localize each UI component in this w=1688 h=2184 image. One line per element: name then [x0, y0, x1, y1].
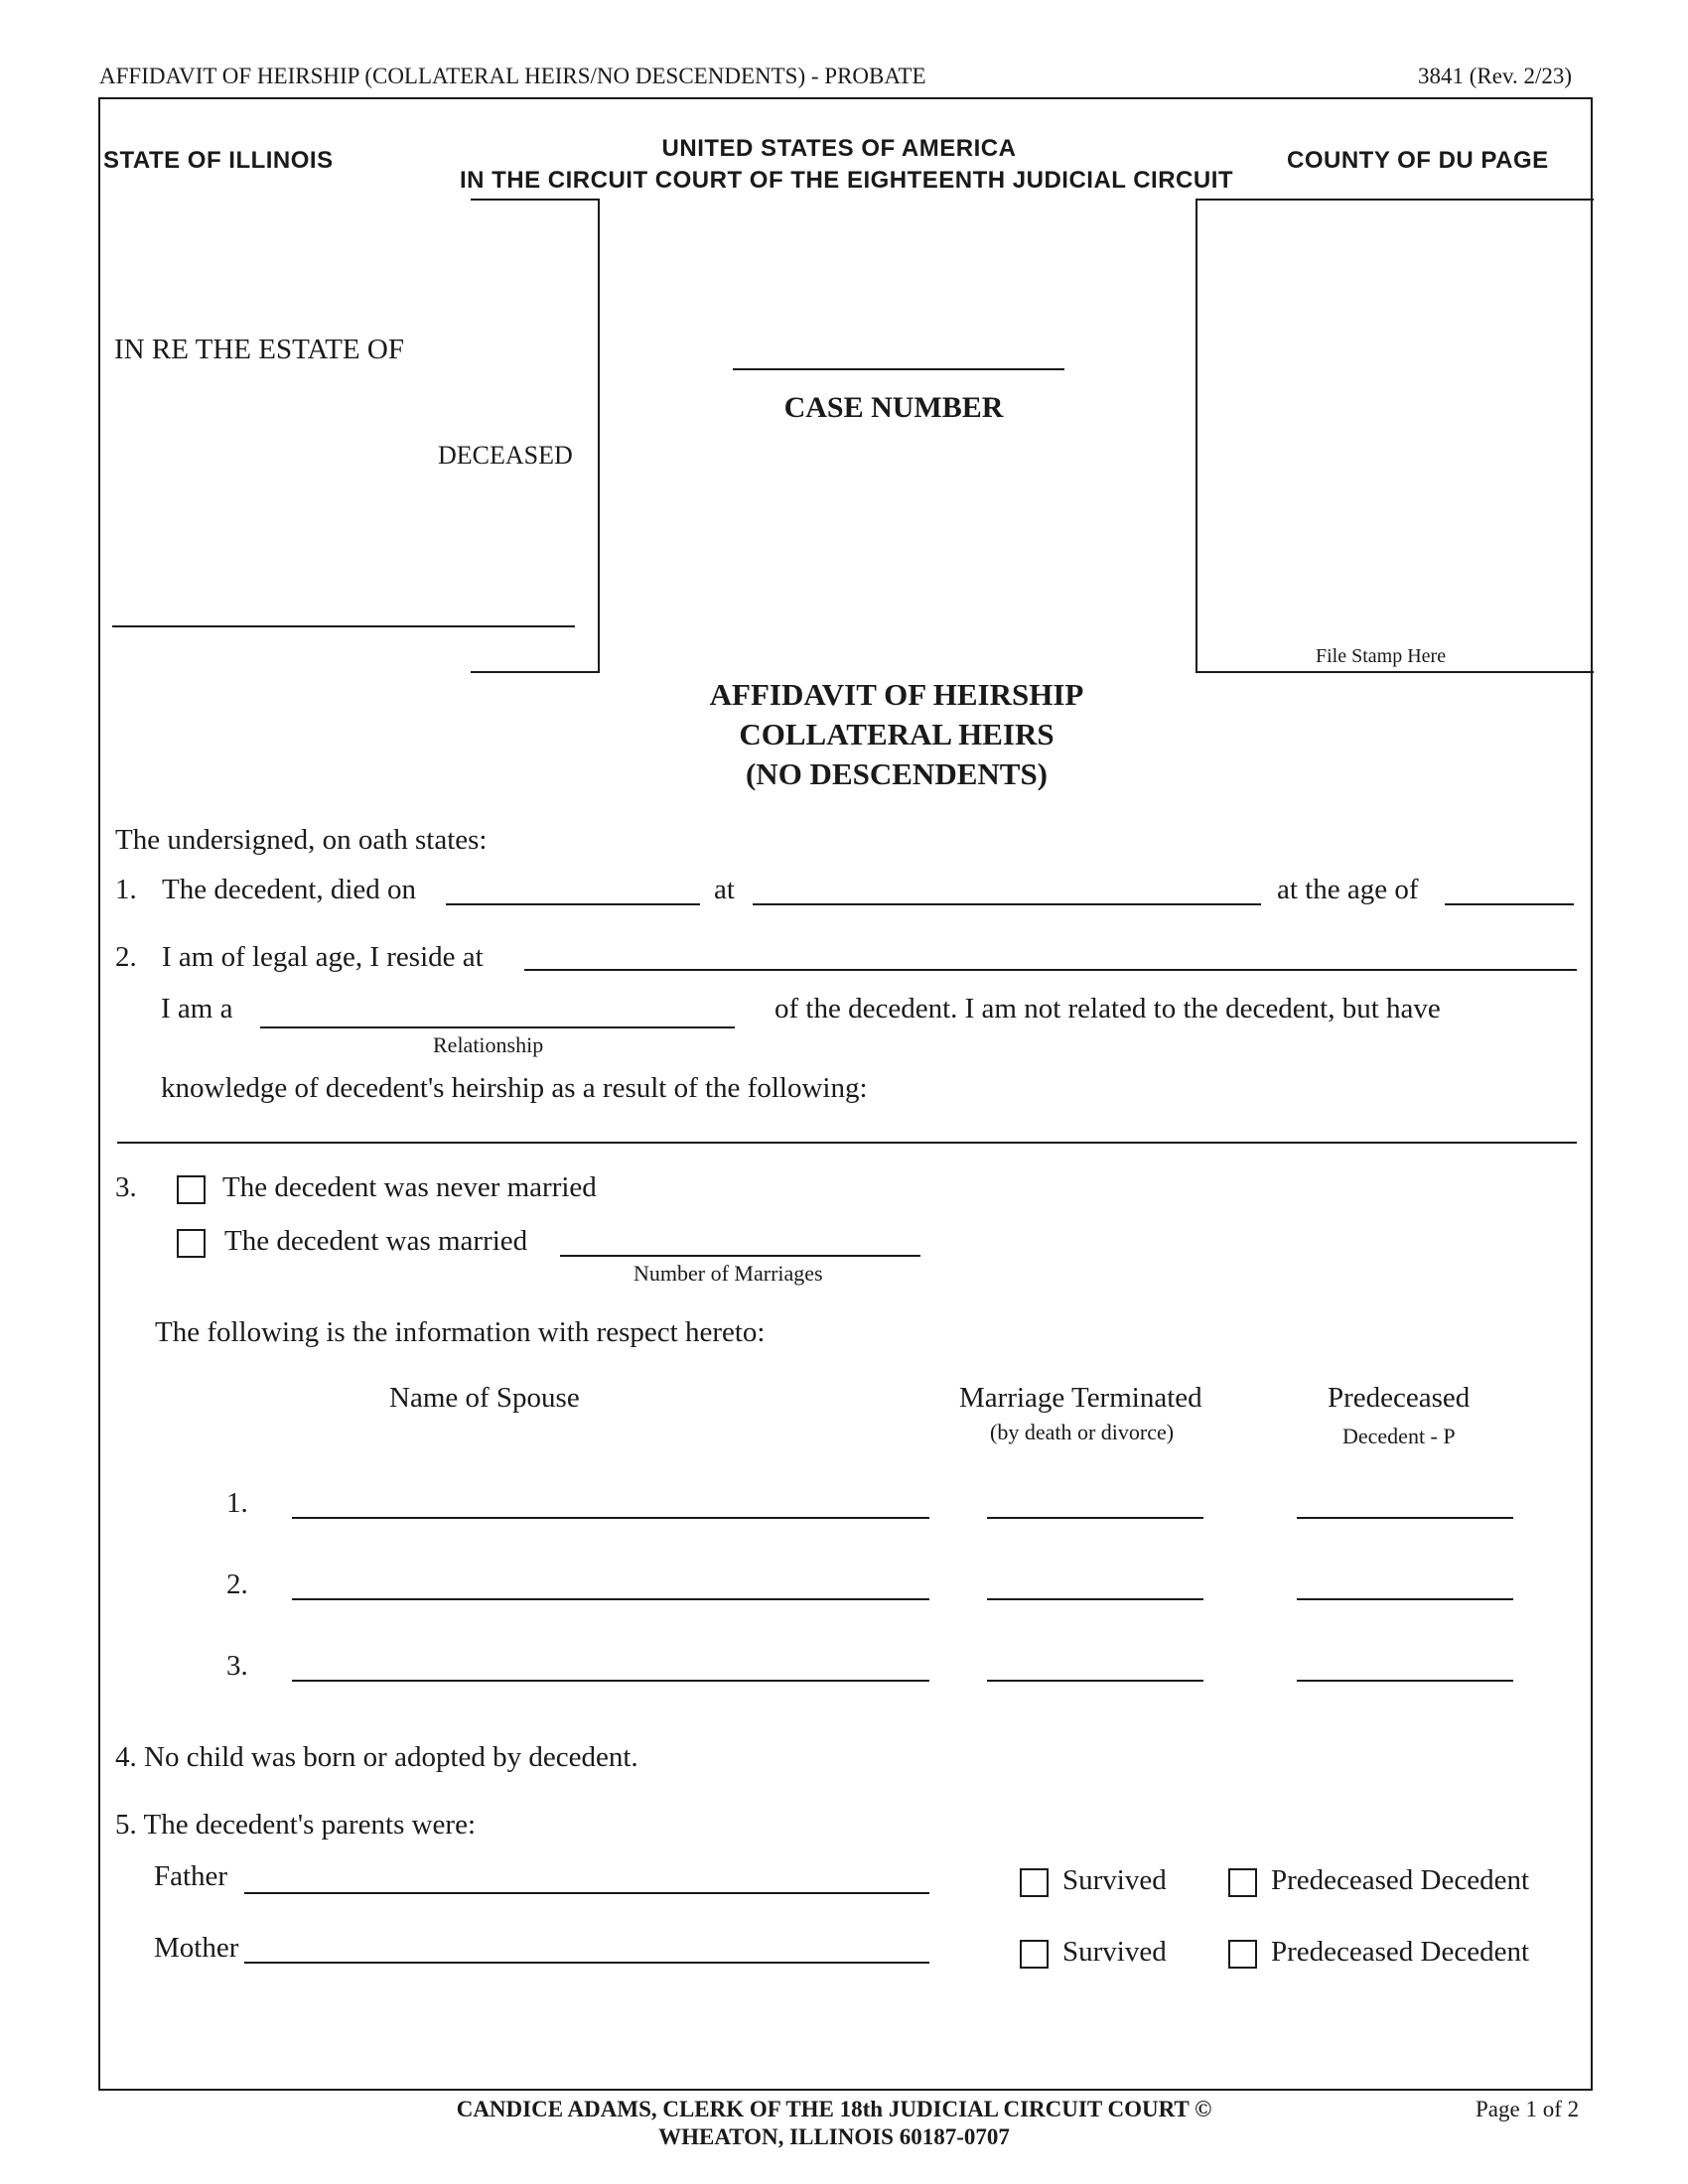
- spouse-1-name-field[interactable]: [292, 1517, 929, 1519]
- estate-box-bottom: [471, 671, 600, 673]
- affiant-address-field[interactable]: [524, 969, 1577, 971]
- spouse-1-predeceased-field[interactable]: [1297, 1517, 1513, 1519]
- country-line: UNITED STATES OF AMERICA: [661, 135, 1017, 162]
- item1-number: 1.: [115, 874, 137, 905]
- item1-at-label: at: [714, 874, 735, 905]
- father-predeceased-label: Predeceased Decedent: [1271, 1864, 1530, 1896]
- col-predeceased: Predeceased: [1328, 1382, 1471, 1414]
- item2-reside-label: I am of legal age, I reside at: [162, 941, 484, 973]
- spouse-2-terminated-field[interactable]: [987, 1598, 1203, 1600]
- file-stamp-box-top: [1196, 199, 1594, 201]
- deceased-label: DECEASED: [438, 441, 573, 470]
- relationship-label: Relationship: [433, 1032, 544, 1057]
- item1-died-on-label: The decedent, died on: [162, 874, 417, 905]
- state-label: STATE OF ILLINOIS: [103, 147, 334, 174]
- case-number-label: CASE NUMBER: [783, 391, 1004, 424]
- mother-label: Mother: [154, 1932, 239, 1964]
- father-name-field[interactable]: [244, 1892, 929, 1894]
- doc-title-line3: (NO DESCENDENTS): [745, 756, 1049, 791]
- doc-title-line2: COLLATERAL HEIRS: [739, 717, 1055, 751]
- estate-box-top: [471, 199, 600, 201]
- decedent-name-field[interactable]: [112, 625, 575, 627]
- date-of-death-field[interactable]: [446, 903, 700, 905]
- number-of-marriages-field[interactable]: [560, 1255, 920, 1257]
- spouse-row-number: 2.: [226, 1569, 248, 1600]
- file-stamp-label: File Stamp Here: [1316, 645, 1447, 667]
- father-label: Father: [154, 1860, 228, 1892]
- age-at-death-field[interactable]: [1445, 903, 1574, 905]
- father-survived-checkbox[interactable]: [1020, 1868, 1049, 1897]
- estate-label: IN RE THE ESTATE OF: [114, 334, 404, 365]
- number-of-marriages-label: Number of Marriages: [633, 1261, 823, 1286]
- married-checkbox[interactable]: [177, 1229, 206, 1258]
- col-marriage-terminated-sub: (by death or divorce): [990, 1420, 1175, 1444]
- estate-box-right: [598, 199, 600, 672]
- item2-i-am-label: I am a: [161, 993, 233, 1024]
- father-predeceased-checkbox[interactable]: [1228, 1868, 1257, 1897]
- item2-knowledge-text: knowledge of decedent's heirship as a result of the following:: [161, 1072, 868, 1104]
- intro-text: The undersigned, on oath states:: [115, 824, 488, 856]
- col-name-of-spouse: Name of Spouse: [389, 1382, 580, 1414]
- heirship-knowledge-field[interactable]: [117, 1142, 1577, 1144]
- mother-name-field[interactable]: [244, 1962, 929, 1964]
- item3-number: 3.: [115, 1171, 137, 1203]
- footer-clerk-line: CANDICE ADAMS, CLERK OF THE 18th JUDICIAL CIRCUIT COURT ©: [456, 2097, 1212, 2121]
- mother-predeceased-label: Predeceased Decedent: [1271, 1936, 1530, 1968]
- form-number: 3841 (Rev. 2/23): [1418, 64, 1573, 88]
- relationship-field[interactable]: [260, 1026, 735, 1028]
- footer-address-line: WHEATON, ILLINOIS 60187-0707: [658, 2124, 1010, 2149]
- spouse-2-predeceased-field[interactable]: [1297, 1598, 1513, 1600]
- doc-title-line1: AFFIDAVIT OF HEIRSHIP: [709, 677, 1084, 712]
- married-label: The decedent was married: [224, 1225, 528, 1257]
- item5-text: 5. The decedent's parents were:: [115, 1809, 477, 1841]
- col-predeceased-sub: Decedent - P: [1342, 1424, 1456, 1448]
- spouse-2-name-field[interactable]: [292, 1598, 929, 1600]
- item4-text: 4. No child was born or adopted by decedent.: [115, 1741, 638, 1773]
- file-stamp-box-left: [1196, 199, 1197, 672]
- case-number-field[interactable]: [733, 368, 1064, 370]
- file-stamp-box-bottom: [1196, 671, 1594, 673]
- never-married-label: The decedent was never married: [222, 1171, 597, 1203]
- father-survived-label: Survived: [1062, 1864, 1167, 1896]
- spouse-info-text: The following is the information with respect hereto:: [155, 1316, 766, 1348]
- page-number: Page 1 of 2: [1476, 2097, 1580, 2121]
- mother-survived-label: Survived: [1062, 1936, 1167, 1968]
- col-marriage-terminated: Marriage Terminated: [959, 1382, 1202, 1414]
- item1-age-label: at the age of: [1277, 874, 1419, 905]
- spouse-row-number: 3.: [226, 1650, 248, 1682]
- court-line: IN THE CIRCUIT COURT OF THE EIGHTEENTH JUDICIAL CIRCUIT: [459, 167, 1234, 194]
- spouse-row-number: 1.: [226, 1487, 248, 1519]
- spouse-3-name-field[interactable]: [292, 1680, 929, 1682]
- spouse-1-terminated-field[interactable]: [987, 1517, 1203, 1519]
- place-of-death-field[interactable]: [753, 903, 1261, 905]
- mother-survived-checkbox[interactable]: [1020, 1940, 1049, 1969]
- form-title-header: AFFIDAVIT OF HEIRSHIP (COLLATERAL HEIRS/NO DESCENDENTS) - PROBATE: [99, 64, 926, 88]
- spouse-3-terminated-field[interactable]: [987, 1680, 1203, 1682]
- county-label: COUNTY OF DU PAGE: [1287, 147, 1549, 174]
- spouse-3-predeceased-field[interactable]: [1297, 1680, 1513, 1682]
- item2-number: 2.: [115, 941, 137, 973]
- mother-predeceased-checkbox[interactable]: [1228, 1940, 1257, 1969]
- item2-decedent-text: of the decedent. I am not related to the decedent, but have: [774, 993, 1441, 1024]
- never-married-checkbox[interactable]: [177, 1175, 206, 1204]
